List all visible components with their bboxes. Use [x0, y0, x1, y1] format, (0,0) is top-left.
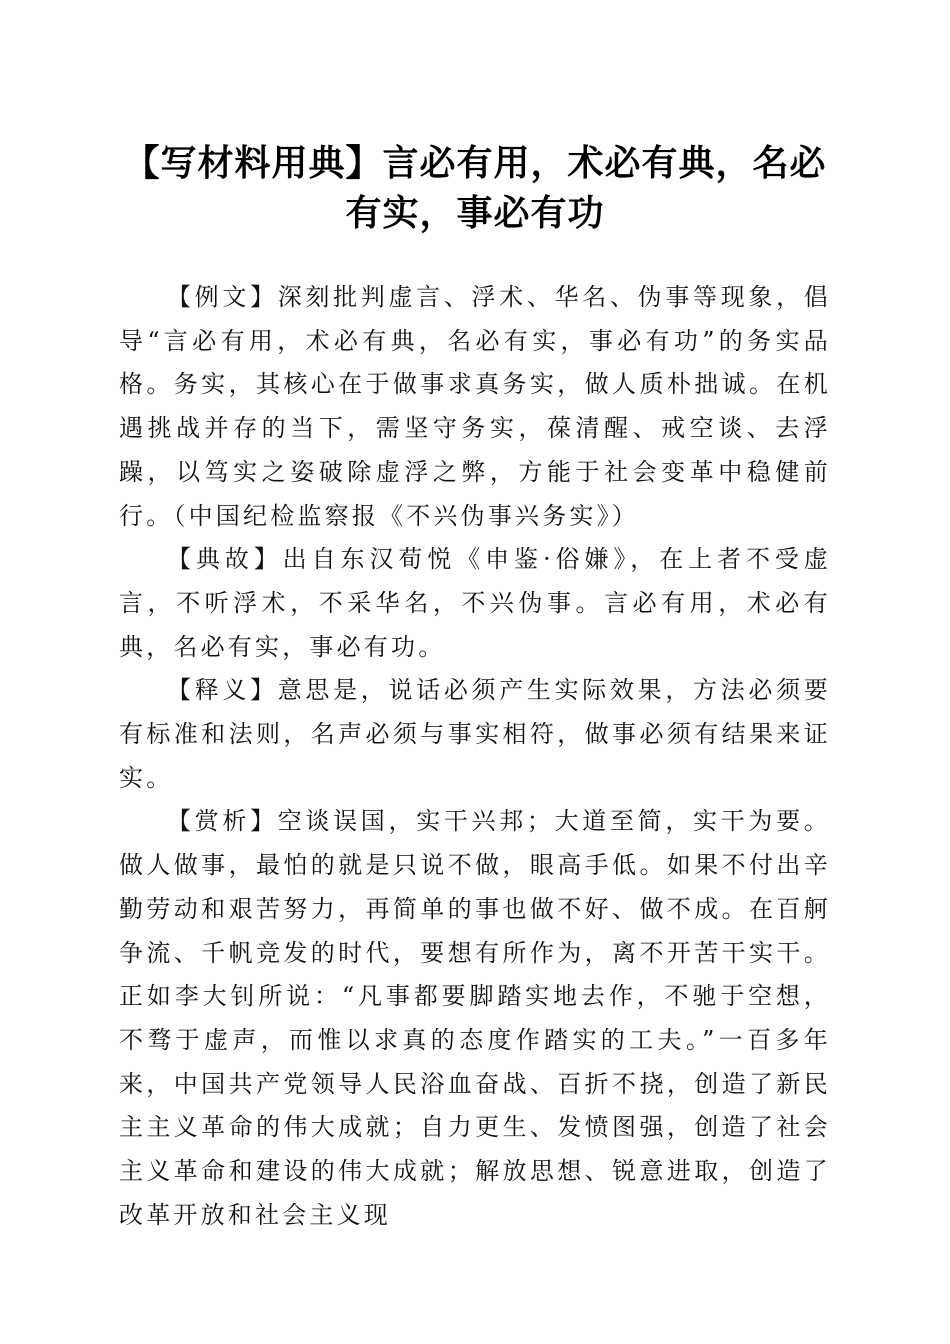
paragraph-meaning: 【释义】意思是，说话必须产生实际效果，方法必须要有标准和法则，名声必须与事实相符，做事必须有结果来证实。: [119, 676, 831, 792]
paragraph-appreciation: 【赏析】空谈误国，实干兴邦；大道至简，实干为要。做人做事，最怕的就是只说不做，眼高手低。如果不付出辛勤劳动和艰苦努力，再简单的事也做不好、做不成。在百舸争流、千帆竞发的时代，要想有所作为，离不开苦干实干。正如李大钊所说：“凡事都要脚踏实地去作，不驰于空想，不骛于虚声，而惟以求真的态度作踏实的工夫。”一百多年来，中国共产党领导人民浴血奋战、百折不挠，创造了新民主主义革命的伟大成就；自力更生、发愤图强，创造了社会主义革命和建设的伟大成就；解放思想、锐意进取，创造了改革开放和社会主义现: [119, 807, 831, 1229]
document-body: [119, 276, 831, 1237]
paragraph-allusion: 【典故】出自东汉荀悦《申鉴·俗嫌》，在上者不受虚言，不听浮术，不采华名，不兴伪事。言必有用，术必有典，名必有实，事必有功。: [119, 545, 831, 661]
paragraph-example: 【例文】深刻批判虚言、浮术、华名、伪事等现象，倡导“言必有用，术必有典，名必有实，事必有功”的务实品格。务实，其核心在于做事求真务实，做人质朴拙诚。在机遇挑战并存的当下，需坚守务实，葆清醒、戒空谈、去浮躁，以笃实之姿破除虚浮之弊，方能于社会变革中稳健前行。（中国纪检监察报《不兴伪事兴务实》）: [119, 283, 831, 530]
page-title: 【写材料用典】言必有用，术必有典，名必有实，事必有功: [123, 142, 827, 234]
